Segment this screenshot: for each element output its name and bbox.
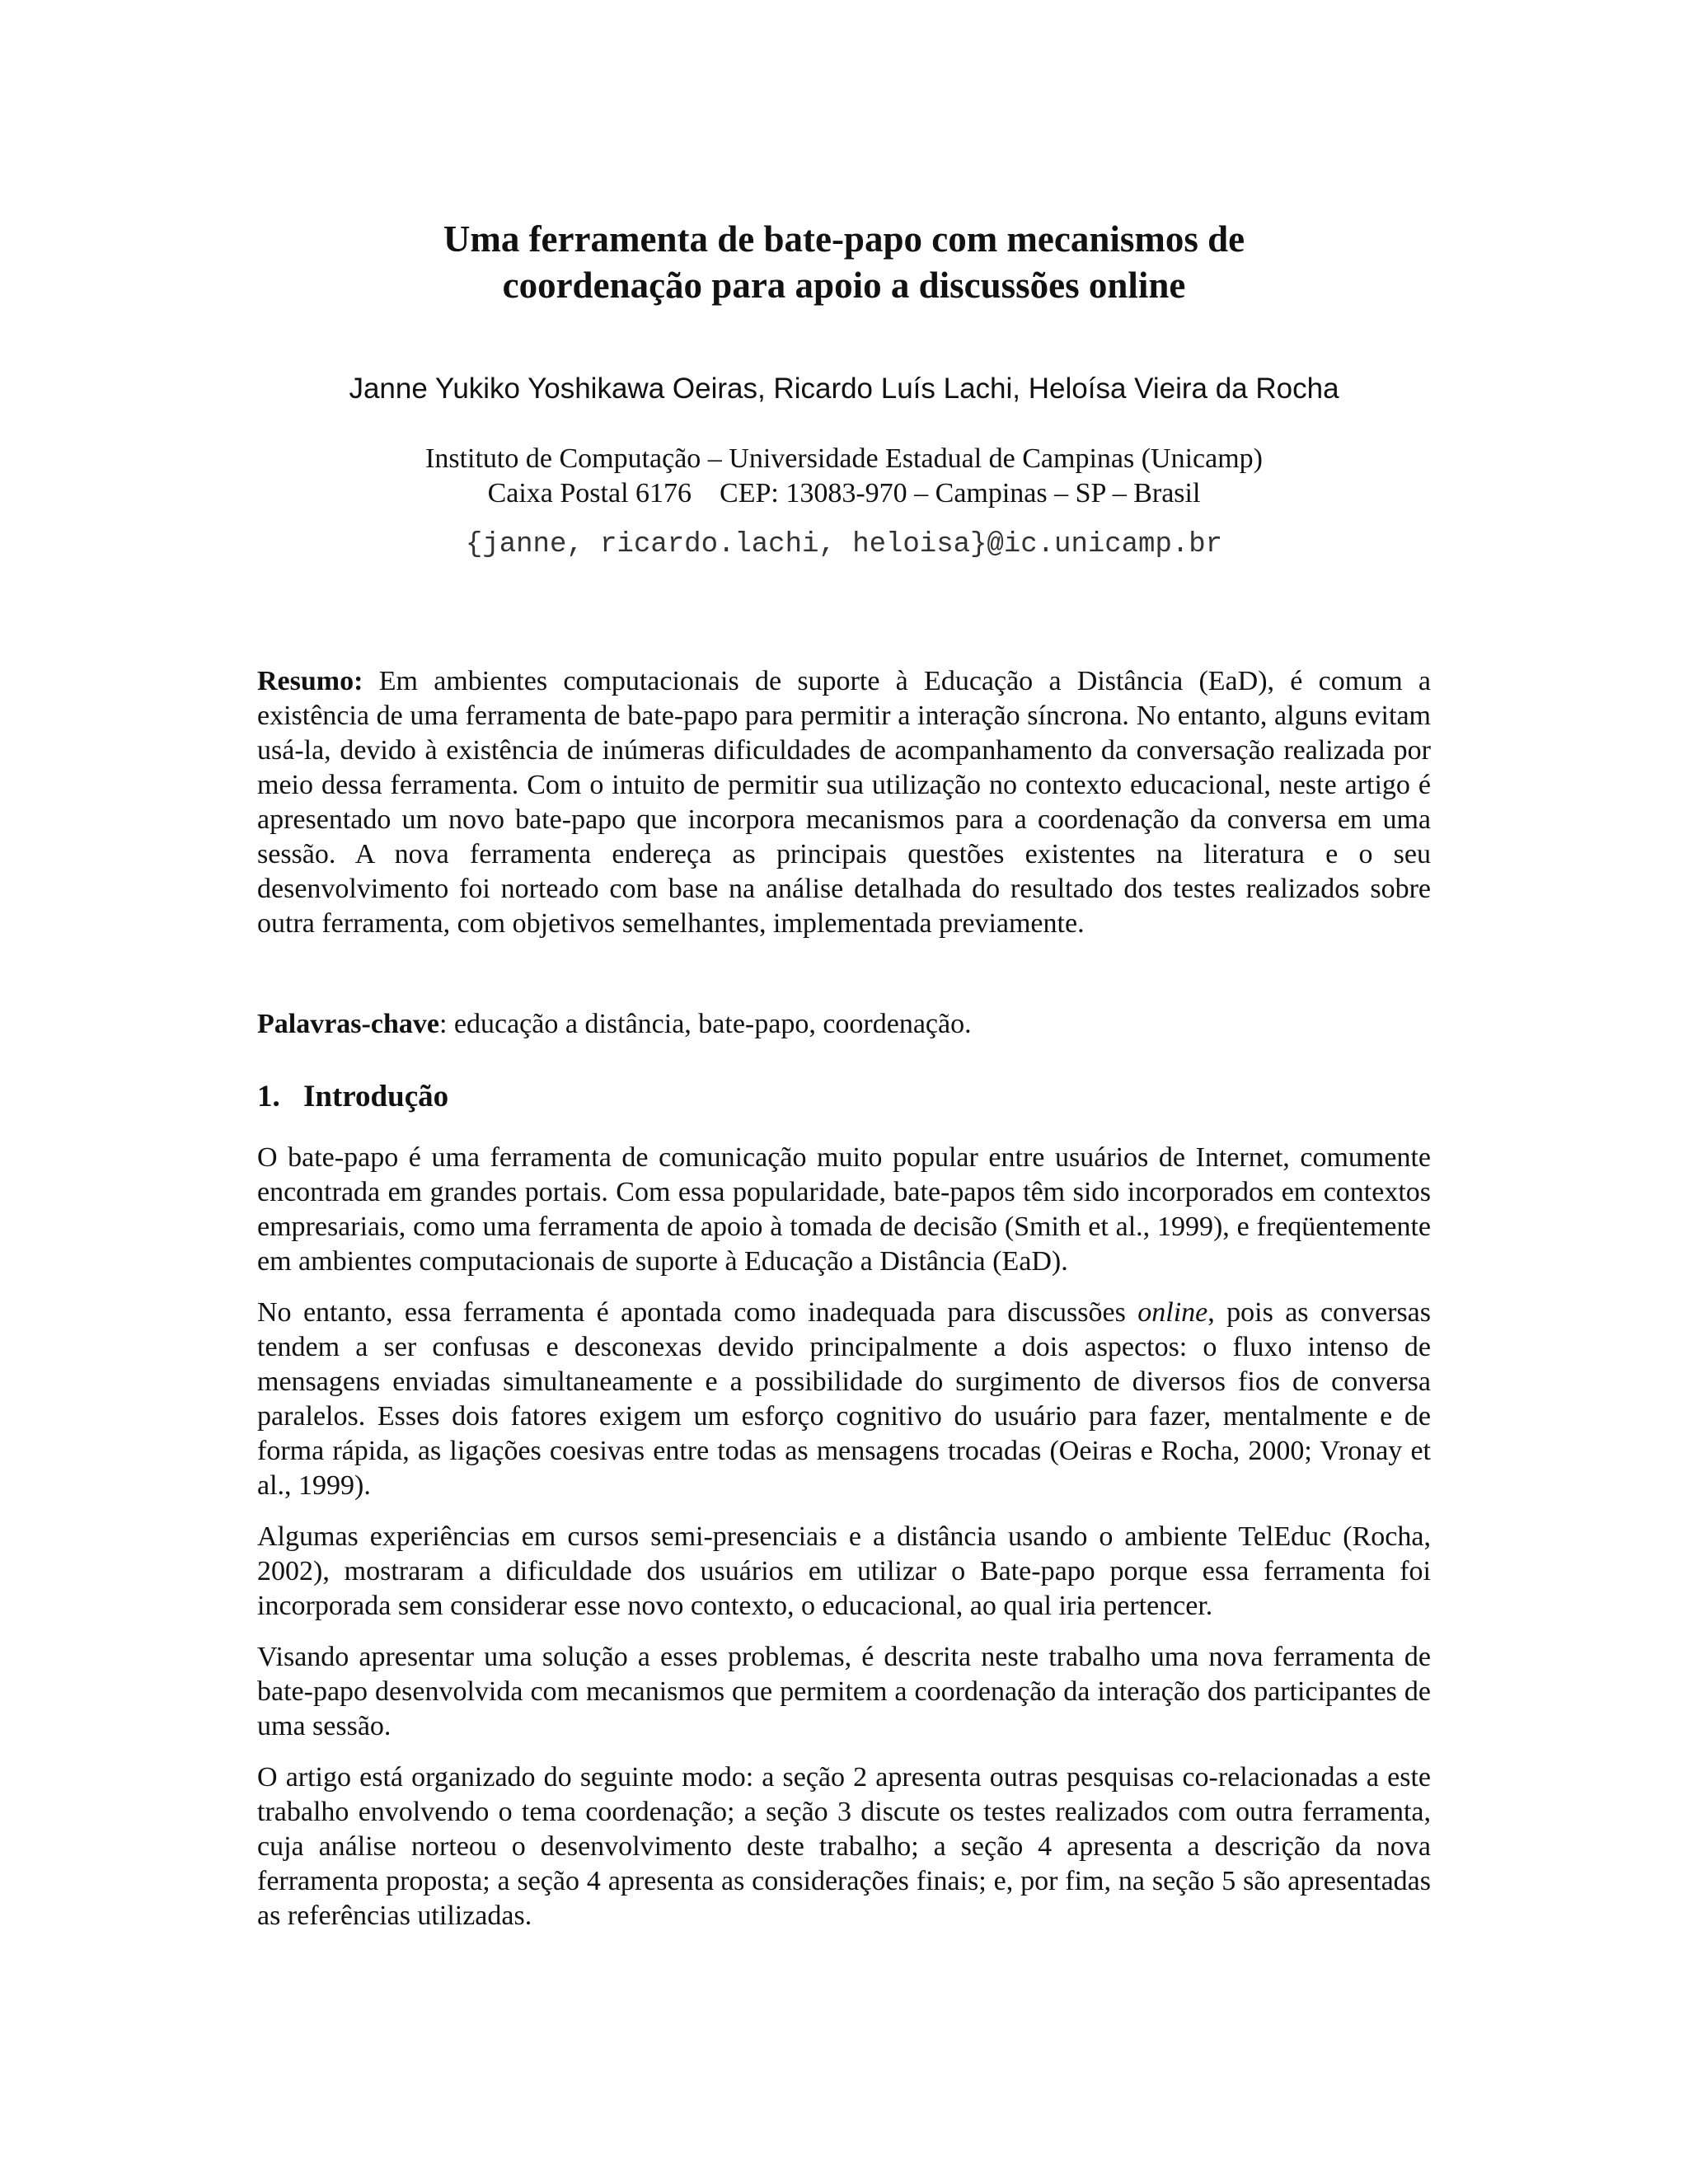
affiliation-line-2: Caixa Postal 6176 CEP: 13083-970 – Campinas – SP – Brasil	[487, 478, 1201, 509]
paper-title	[256, 216, 1432, 308]
intro-paragraph-1: O bate-papo é uma ferramenta de comunicação muito popular entre usuários de Internet, comumente encontrada em grandes portais. Com essa popularidade, bate-papos têm sido incorporados em contextos empresariais, como uma ferramenta de apoio à tomada de decisão (Smith et al., 1999), e freqüentemente em ambientes computacionais de suporte à Educação a Distância (EaD).	[257, 1142, 1431, 1277]
keywords-label: Palavras-chave	[257, 1009, 439, 1039]
keywords-text: : educação a distância, bate-papo, coordenação.	[438, 1009, 972, 1039]
intro-paragraph-5: O artigo está organizado do seguinte modo: a seção 2 apresenta outras pesquisas co-relacionadas a este trabalho envolvendo o tema coordenação; a seção 3 discute os testes realizados com outra ferramenta, cuja análise norteou o desenvolvimento deste trabalho; a seção 4 apresenta a descrição da nova ferramenta proposta; a seção 4 apresenta as considerações finais; e, por fim, na seção 5 são apresentadas as referências utilizadas.	[257, 1762, 1431, 1931]
author-list: Janne Yukiko Yoshikawa Oeiras, Ricardo Luís Lachi, Heloísa Vieira da Rocha	[349, 373, 1339, 405]
intro-paragraph-2-end: , pois as conversas tendem a ser confusas e desconexas devido principalmente a dois aspectos: o fluxo intenso de mensagens enviadas simultaneamente e a possibilidade do surgimento de diversos fios de conversa paralelos. Esses dois fatores exigem um esforço cognitivo do usuário para fazer, mentalmente e de forma rápida, as ligações coesivas entre todas as mensagens trocadas (Oeiras e Rocha, 2000; Vronay et al., 1999).	[257, 1297, 1432, 1501]
section-title: Introdução	[303, 1080, 449, 1113]
section-number: 1.	[257, 1080, 280, 1113]
title-line-1: Uma ferramenta de bate-papo com mecanismos de	[443, 218, 1245, 260]
abstract-text: Em ambientes computacionais de suporte à Educação a Distância (EaD), é comum a existência de uma ferramenta de bate-papo para permitir a interação síncrona. No entanto, alguns evitam usá-la, devido à existência de inúmeras dificuldades de acompanhamento da conversação realizada por meio dessa ferramenta. Com o intuito de permitir sua utilização no contexto educacional, neste artigo é apresentado um novo bate-papo que incorpora mecanismos para a coordenação da conversa em uma sessão. A nova ferramenta endereça as principais questões existentes na literatura e o seu desenvolvimento foi norteado com base na análise detalhada do resultado dos testes realizados sobre outra ferramenta, com objetivos semelhantes, implementada previamente.	[257, 666, 1432, 939]
intro-paragraph-2-emphasis: online	[1137, 1297, 1208, 1328]
intro-paragraph-2	[257, 1296, 1431, 1503]
keywords	[257, 1007, 1431, 1042]
abstract-label: Resumo:	[257, 666, 363, 696]
introduction-body	[257, 1141, 1431, 1950]
affiliation	[256, 442, 1432, 511]
affiliation-line-1: Instituto de Computação – Universidade Estadual de Campinas (Unicamp)	[425, 443, 1263, 474]
intro-paragraph-4: Visando apresentar uma solução a esses problemas, é descrita neste trabalho uma nova ferramenta de bate-papo desenvolvida com mecanismos que permitem a coordenação da interação dos participantes de uma sessão.	[257, 1642, 1431, 1741]
author-emails: {janne, ricardo.lachi, heloisa}@ic.unicamp.br	[465, 529, 1223, 560]
intro-paragraph-3: Algumas experiências em cursos semi-presenciais e a distância usando o ambiente TelEduc (Rocha, 2002), mostraram a dificuldade dos usuários em utilizar o Bate-papo porque essa ferramenta foi incorporada sem considerar esse novo contexto, o educacional, ao qual iria pertencer.	[257, 1521, 1431, 1621]
title-line-2: coordenação para apoio a discussões online	[502, 265, 1186, 306]
abstract	[257, 664, 1431, 941]
section-heading-introduction	[257, 1078, 448, 1116]
intro-paragraph-2-start: No entanto, essa ferramenta é apontada como inadequada para discussões	[257, 1297, 1138, 1328]
